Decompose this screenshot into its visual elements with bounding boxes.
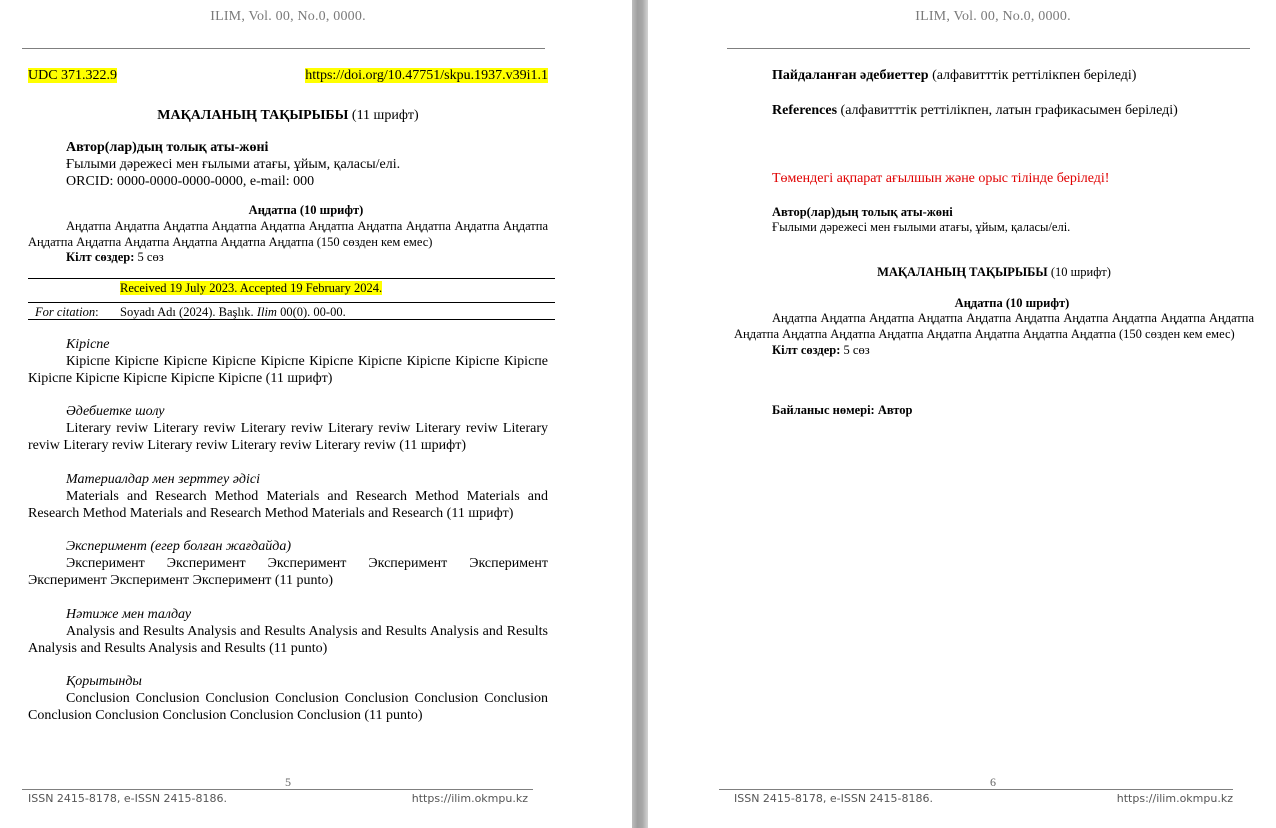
author-name: Автор(лар)дың толық аты-жөні <box>66 140 269 155</box>
section-heading-methods: Материалдар мен зерттеу әдісі <box>66 472 260 487</box>
doi-text: https://doi.org/10.47751/skpu.1937.v39i1.1 <box>305 68 548 83</box>
udc-text: UDC 371.322.9 <box>28 68 118 83</box>
citation-text: Soyadı Adı (2024). Başlık. Ilim 00(0). 00-00. <box>120 305 346 319</box>
footer-url-link[interactable]: https://ilim.okmpu.kz <box>411 792 528 805</box>
page-number: 6 <box>990 775 996 789</box>
running-header: ILIM, Vol. 00, No.0, 0000. <box>915 9 1071 24</box>
section-heading-review: Әдебиетке шолу <box>66 404 165 419</box>
footer-issn: ISSN 2415-8178, e-ISSN 2415-8186. <box>734 792 934 805</box>
section-heading-intro: Кіріспе <box>66 337 110 352</box>
citation-label: For citation: <box>35 305 99 319</box>
abstract-text: Аңдатпа Аңдатпа Аңдатпа Аңдатпа Аңдатпа Аңдатпа Аңдатпа Аңдатпа Аңдатпа Аңдатпа Аңдатпа Аңдатпа Аңдатпа Аңдатпа Аңдатпа Аңдатпа Аңдатпа Аңдатпа (150 сөзден кем емес) <box>734 311 1254 341</box>
page-number: 5 <box>285 775 291 789</box>
article-title: МАҚАЛАНЫҢ ТАҚЫРЫБЫ (10 шрифт) <box>877 265 1111 279</box>
received-line: Received 19 July 2023. Accepted 19 February 2024. <box>120 281 383 295</box>
section-body-methods: Materials and Research Method Materials and Research Method Materials and Research Method Materials and Research Method Materials and Research (11 шрифт) <box>28 489 548 521</box>
header-rule <box>22 48 545 49</box>
section-body-conclusion: Conclusion Conclusion Conclusion Conclusion Conclusion Conclusion Conclusion Conclusion Conclusion Conclusion Conclusion Conclusion (11 punto) <box>28 691 548 723</box>
section-body-review: Literary reviw Literary reviw Literary reviw Literary reviw Literary reviw Literary reviw Literary reviw Literary reviw Literary reviw Literary reviw (11 шрифт) <box>28 421 548 453</box>
udc-label <box>28 67 117 84</box>
article-title: МАҚАЛАНЫҢ ТАҚЫРЫБЫ (11 шрифт) <box>157 108 419 123</box>
abstract-heading: Аңдатпа (10 шрифт) <box>954 296 1070 310</box>
author-orcid: ORCID: 0000-0000-0000-0000, e-mail: 000 <box>66 174 315 189</box>
citation-bottom-rule <box>28 319 555 320</box>
page-6 <box>648 0 1276 828</box>
section-heading-experiment: Эксперимент (егер болған жағдайда) <box>66 539 292 554</box>
page-divider <box>632 0 648 828</box>
author-degree: Ғылыми дәрежесі мен ғылыми атағы, ұйым, қаласы/елі. <box>66 157 401 172</box>
footer-rule <box>719 789 1233 790</box>
footer-url-link[interactable]: https://ilim.okmpu.kz <box>1116 792 1233 805</box>
citation-top-rule <box>28 302 555 303</box>
author-name: Автор(лар)дың толық аты-жөні <box>772 205 953 219</box>
section-heading-results: Нәтиже мен талдау <box>66 607 192 622</box>
abstract-text: Аңдатпа Аңдатпа Аңдатпа Аңдатпа Аңдатпа Аңдатпа Аңдатпа Аңдатпа Аңдатпа Аңдатпа Аңдатпа Аңдатпа Аңдатпа Аңдатпа Аңдатпа Аңдатпа (150 сөзден кем емес) <box>28 219 548 249</box>
header-rule <box>727 48 1250 49</box>
running-header: ILIM, Vol. 00, No.0, 0000. <box>210 9 366 24</box>
keywords: Кілт сөздер: 5 сөз <box>66 250 164 264</box>
section-heading-conclusion: Қорытынды <box>66 674 142 689</box>
section-body-experiment: Эксперимент Эксперимент Эксперимент Эксперимент Эксперимент Эксперимент Эксперимент Эксперимент (11 punto) <box>28 556 548 588</box>
contact-number: Байланыс нөмері: Автор <box>772 403 913 417</box>
language-notice: Төмендегі ақпарат ағылшын және орыс тілінде беріледі! <box>772 171 1110 186</box>
section-body-results: Analysis and Results Analysis and Results Analysis and Results Analysis and Results Analysis and Results Analysis and Results (11 punto) <box>28 624 548 656</box>
doi-link[interactable] <box>305 67 548 84</box>
page-5 <box>0 0 632 828</box>
author-degree: Ғылыми дәрежесі мен ғылыми атағы, ұйым, қаласы/елі. <box>772 220 1071 234</box>
references-kz: Пайдаланған әдебиеттер (алфавитттік реттілікпен беріледі) <box>772 68 1137 83</box>
received-top-rule <box>28 278 555 279</box>
keywords: Кілт сөздер: 5 сөз <box>772 343 870 357</box>
references-en: References (алфавитттік реттілікпен, латын графикасымен беріледі) <box>772 103 1178 118</box>
section-body-intro: Кіріспе Кіріспе Кіріспе Кіріспе Кіріспе Кіріспе Кіріспе Кіріспе Кіріспе Кіріспе Кіріспе Кіріспе Кіріспе Кіріспе Кіріспе (11 шрифт) <box>28 354 548 386</box>
footer-rule <box>22 789 533 790</box>
footer-issn: ISSN 2415-8178, e-ISSN 2415-8186. <box>28 792 228 805</box>
abstract-heading: Аңдатпа (10 шрифт) <box>248 203 364 217</box>
